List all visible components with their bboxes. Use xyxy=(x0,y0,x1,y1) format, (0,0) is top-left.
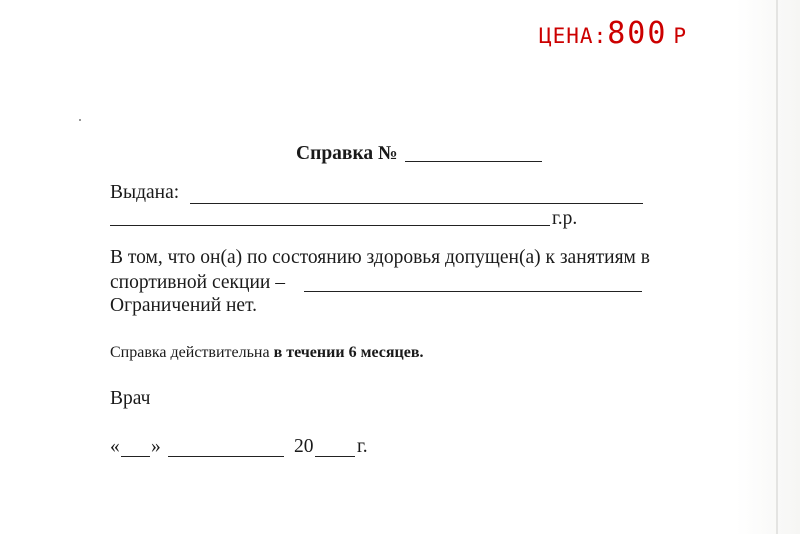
date-month-line xyxy=(168,456,284,457)
price-label: ЦЕНА: xyxy=(539,24,608,48)
document-title: Справка № xyxy=(296,143,398,164)
price-stamp xyxy=(539,16,687,51)
date-year-prefix: 20 xyxy=(294,436,314,457)
date-day-line xyxy=(121,456,150,457)
page-edge xyxy=(776,0,778,534)
body-line-3: Ограничений нет. xyxy=(110,295,258,316)
issued-name-line xyxy=(190,203,643,204)
scan-speck xyxy=(79,119,81,121)
sport-section-line xyxy=(304,291,642,292)
certificate-number-line xyxy=(405,161,542,162)
doctor-label: Врач xyxy=(110,388,151,409)
validity-text: Справка действительна xyxy=(110,344,270,361)
body-line-2: спортивной секции – xyxy=(110,272,285,293)
birth-year-suffix: г.р. xyxy=(552,208,578,229)
issued-label: Выдана: xyxy=(110,182,180,203)
price-value: 800 xyxy=(607,16,668,51)
validity-period: в течении 6 месяцев. xyxy=(273,344,424,361)
body-line-1: В том, что он(а) по состоянию здоровья допущен(а) к занятиям в xyxy=(110,247,650,268)
date-year-suffix: г. xyxy=(357,436,368,457)
price-currency: Р xyxy=(673,24,688,48)
date-year-line xyxy=(315,456,355,457)
validity-note xyxy=(110,342,423,364)
date-close-quote: » xyxy=(151,436,161,457)
date-open-quote: « xyxy=(110,436,120,457)
birth-year-line xyxy=(110,225,550,226)
